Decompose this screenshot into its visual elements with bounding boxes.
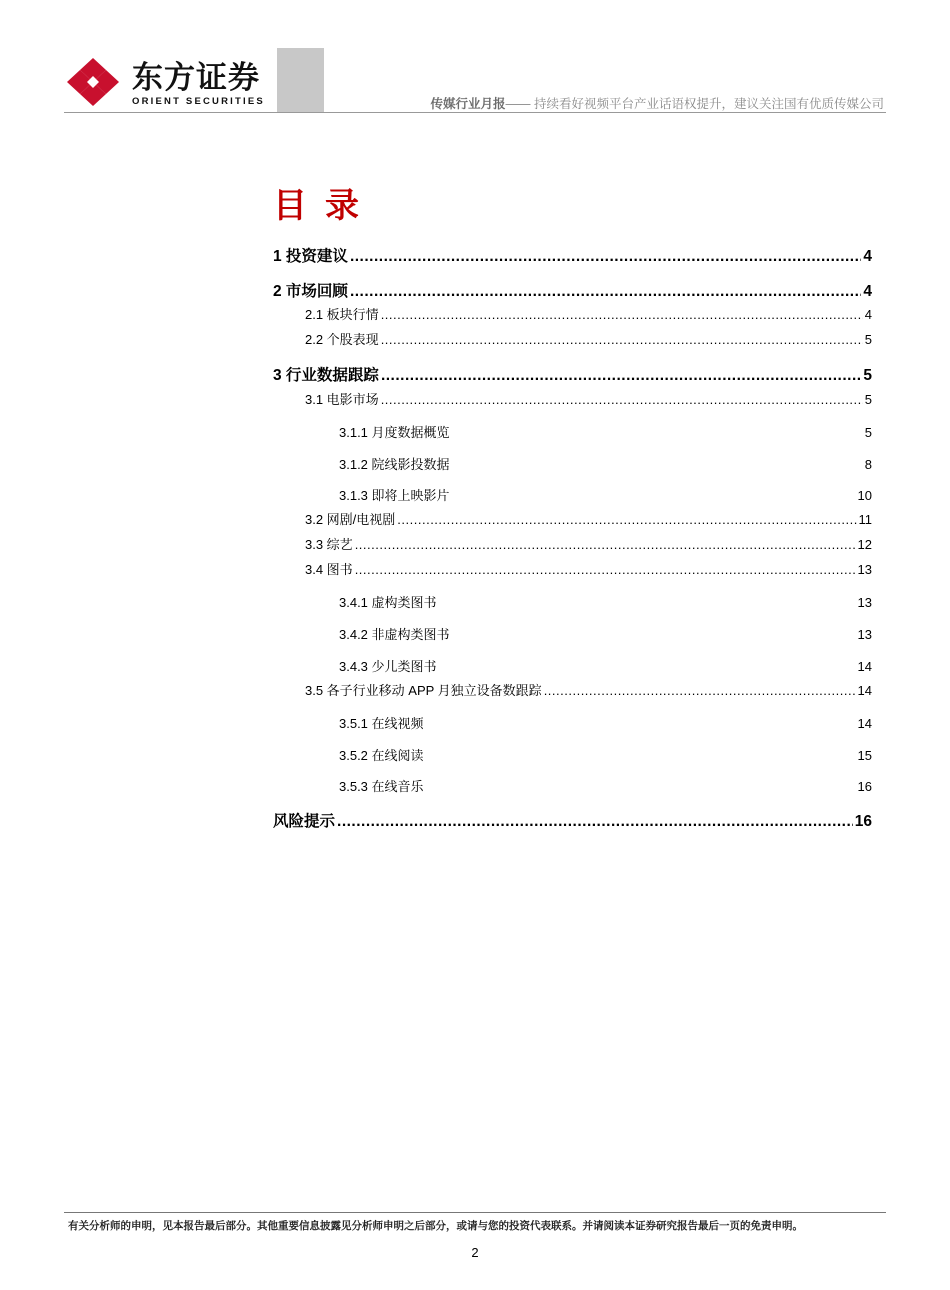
footer-disclaimer: 有关分析师的申明，见本报告最后部分。其他重要信息披露见分析师申明之后部分，或请与您的投资代表联系。并请阅读本证券研究报告最后一页的免责申明。 xyxy=(68,1220,803,1232)
toc-entry-label: 3 行业数据跟踪 xyxy=(273,367,379,384)
toc-leader xyxy=(544,683,856,698)
toc-entry-page: 13 xyxy=(857,562,872,577)
report-subtitle: —— 持续看好视频平台产业话语权提升，建议关注国有优质传媒公司 xyxy=(505,97,884,111)
toc-title: 目录 xyxy=(273,187,377,225)
toc-entry-label: 风险提示 xyxy=(273,813,336,830)
toc-entry-label: 3.1.3 即将上映影片 xyxy=(339,488,450,503)
toc-entry-label: 3.4 图书 xyxy=(305,562,353,577)
toc-entry-label: 1 投资建议 xyxy=(273,248,348,265)
toc-leader xyxy=(337,813,853,831)
toc-entry-page: 5 xyxy=(864,392,872,407)
toc-entry-label: 2 市场回顾 xyxy=(273,283,348,300)
toc-entry-page: 8 xyxy=(864,457,872,472)
toc-entry[interactable] xyxy=(273,244,872,266)
toc-leader xyxy=(350,283,861,301)
logo-en-text: ORIENT SECURITIES xyxy=(132,96,265,107)
toc-entry-label: 3.4.1 虚构类图书 xyxy=(339,595,437,610)
toc-entry-label: 3.4.3 少儿类图书 xyxy=(339,659,437,674)
report-header xyxy=(431,94,885,112)
toc-leader xyxy=(397,512,856,527)
toc-entry-page: 10 xyxy=(857,488,872,503)
toc-entry[interactable] xyxy=(273,363,872,385)
header-divider xyxy=(64,112,886,113)
toc-entry-page: 14 xyxy=(857,716,872,731)
toc-entry[interactable] xyxy=(273,809,872,831)
toc-entry[interactable] xyxy=(273,279,872,301)
toc-entry-page: 11 xyxy=(858,512,872,527)
toc-leader xyxy=(381,332,863,347)
toc-entry[interactable] xyxy=(339,592,872,611)
toc-entry-label: 3.4.2 非虚构类图书 xyxy=(339,627,450,642)
toc-entry[interactable] xyxy=(339,776,872,795)
toc-leader xyxy=(381,307,863,322)
toc-entry-label: 3.3 综艺 xyxy=(305,537,353,552)
toc-entry[interactable] xyxy=(339,745,872,764)
toc-entry-page: 4 xyxy=(863,248,872,265)
toc-entry[interactable] xyxy=(305,559,872,578)
toc-entry-page: 14 xyxy=(857,683,872,698)
toc-entry-page: 14 xyxy=(857,659,872,674)
toc-entry-page: 4 xyxy=(864,307,872,322)
toc-entry[interactable] xyxy=(305,389,872,408)
logo-cn-text: 东方证券 xyxy=(132,60,260,95)
toc-entry-page: 5 xyxy=(864,425,872,440)
toc-entry-label: 2.1 板块行情 xyxy=(305,307,379,322)
toc-entry[interactable] xyxy=(305,329,872,348)
toc-entry[interactable] xyxy=(339,713,872,732)
report-category: 传媒行业月报 xyxy=(430,97,506,111)
toc-entry-label: 3.5.2 在线阅读 xyxy=(339,748,424,763)
toc-entry-page: 5 xyxy=(864,332,872,347)
toc-entry[interactable] xyxy=(339,422,872,441)
toc-entry[interactable] xyxy=(305,534,872,553)
toc-entry[interactable] xyxy=(339,454,872,473)
toc-entry-label: 3.5.3 在线音乐 xyxy=(339,779,424,794)
toc-entry-label: 3.2 网剧/电视剧 xyxy=(305,512,396,527)
toc-entry-page: 16 xyxy=(854,813,872,830)
toc-entry[interactable] xyxy=(339,485,872,504)
toc-entry-label: 3.5.1 在线视频 xyxy=(339,716,424,731)
toc-entry-page: 12 xyxy=(857,537,872,552)
company-logo xyxy=(64,56,265,112)
toc-entry[interactable] xyxy=(305,509,872,528)
footer-divider xyxy=(64,1212,886,1213)
toc-entry[interactable] xyxy=(305,304,872,323)
toc-entry-page: 15 xyxy=(857,748,872,763)
page-number: 2 xyxy=(471,1245,479,1260)
toc-entry-page: 16 xyxy=(857,779,872,794)
header-gray-bar xyxy=(277,48,324,112)
toc-leader xyxy=(350,248,861,266)
toc-entry-label: 3.1.2 院线影投数据 xyxy=(339,457,450,472)
toc-entry[interactable] xyxy=(339,624,872,643)
toc-leader xyxy=(381,367,861,385)
toc-entry-page: 5 xyxy=(863,367,872,384)
toc-entry[interactable] xyxy=(339,656,872,675)
toc-entry-page: 4 xyxy=(863,283,872,300)
toc-entry-page: 13 xyxy=(857,627,872,642)
toc-entry[interactable] xyxy=(305,680,872,699)
toc-entry-label: 3.5 各子行业移动 APP 月独立设备数跟踪 xyxy=(305,683,542,698)
toc-leader xyxy=(355,537,856,552)
toc-entry-page: 13 xyxy=(857,595,872,610)
toc-entry-label: 2.2 个股表现 xyxy=(305,332,379,347)
toc-entry-label: 3.1.1 月度数据概览 xyxy=(339,425,450,440)
toc-leader xyxy=(381,392,863,407)
toc-entry-label: 3.1 电影市场 xyxy=(305,392,379,407)
toc-leader xyxy=(355,562,856,577)
logo-mark-icon xyxy=(64,56,122,108)
